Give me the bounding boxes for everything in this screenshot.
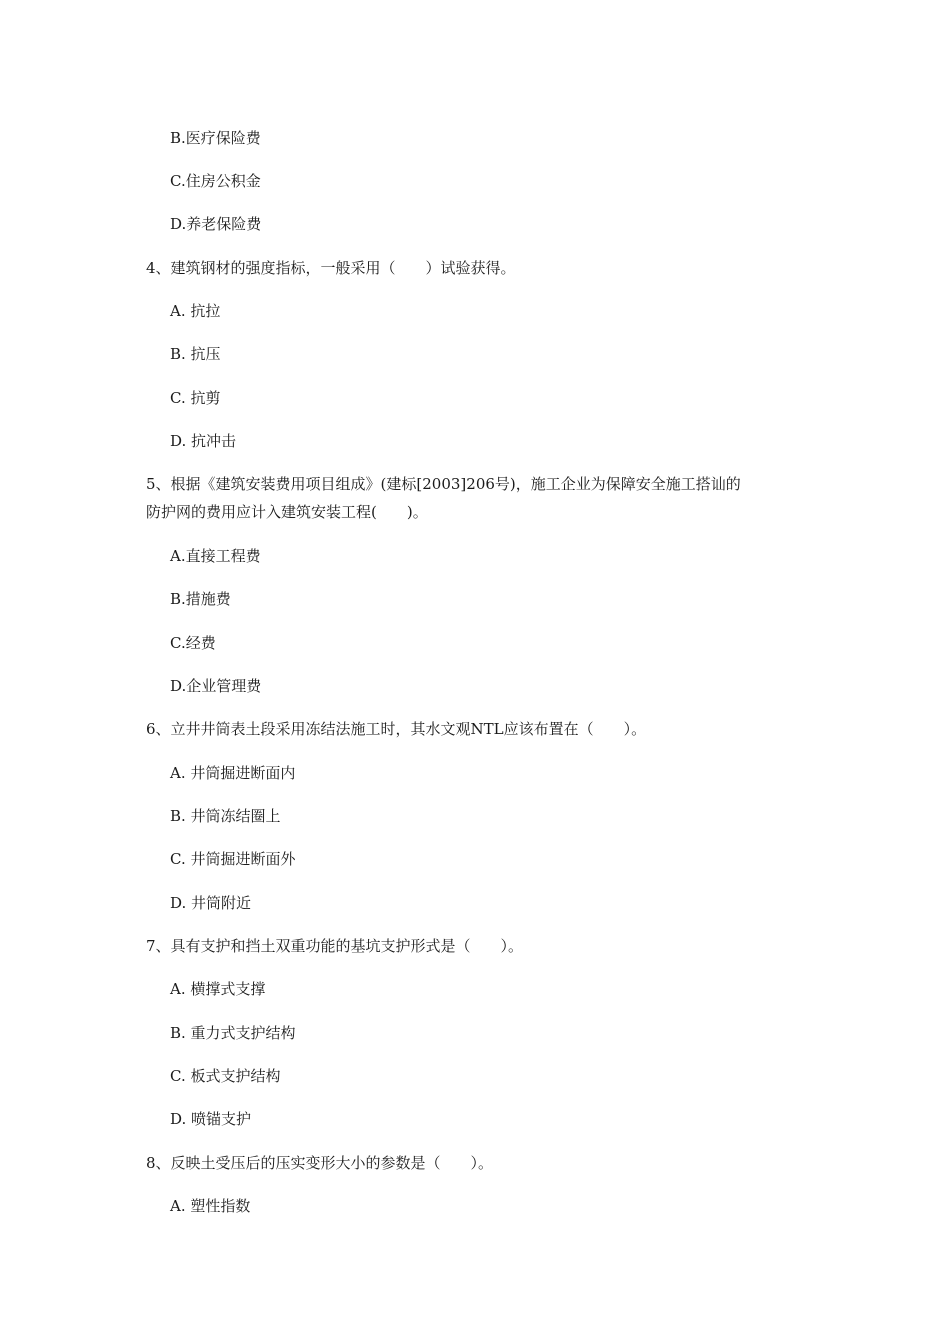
- q4-option-c: C. 抗剪: [170, 389, 221, 407]
- q7-option-c: C. 板式支护结构: [170, 1067, 281, 1085]
- q3-option-c: C.住房公积金: [170, 172, 261, 190]
- q6-option-d: D. 井筒附近: [170, 894, 252, 912]
- q4-option-a: A. 抗拉: [170, 302, 221, 320]
- q7-stem: 7、具有支护和挡土双重功能的基坑支护形式是（ ）。: [146, 937, 524, 955]
- q5-option-b: B.措施费: [170, 590, 231, 608]
- q6-option-c: C. 井筒掘进断面外: [170, 850, 296, 868]
- q7-option-d: D. 喷锚支护: [170, 1110, 252, 1128]
- q4-option-d: D. 抗冲击: [170, 432, 237, 450]
- q4-option-b: B. 抗压: [170, 345, 221, 363]
- q8-stem: 8、反映土受压后的压实变形大小的参数是（ ）。: [146, 1154, 494, 1172]
- q6-option-a: A. 井筒掘进断面内: [170, 764, 296, 782]
- q7-option-b: B. 重力式支护结构: [170, 1024, 296, 1042]
- q3-option-d: D.养老保险费: [170, 215, 262, 233]
- q5-stem-line1: 5、根据《建筑安装费用项目组成》(建标[2003]206号)，施工企业为保障安全施工搭讪的: [146, 475, 741, 493]
- q7-option-a: A. 横撑式支撑: [170, 980, 266, 998]
- q5-option-c: C.经费: [170, 634, 216, 652]
- q5-stem-line2: 防护网的费用应计入建筑安装工程( )。: [146, 503, 428, 521]
- q6-stem: 6、立井井筒表土段采用冻结法施工时，其水文观NTL应该布置在（ ）。: [146, 720, 647, 738]
- q5-option-d: D.企业管理费: [170, 677, 262, 695]
- q6-option-b: B. 井筒冻结圈上: [170, 807, 281, 825]
- q8-option-a: A. 塑性指数: [170, 1197, 251, 1215]
- q4-stem: 4、建筑钢材的强度指标，一般采用（ ）试验获得。: [146, 259, 516, 277]
- q3-option-b: B.医疗保险费: [170, 129, 261, 147]
- q5-option-a: A.直接工程费: [170, 547, 261, 565]
